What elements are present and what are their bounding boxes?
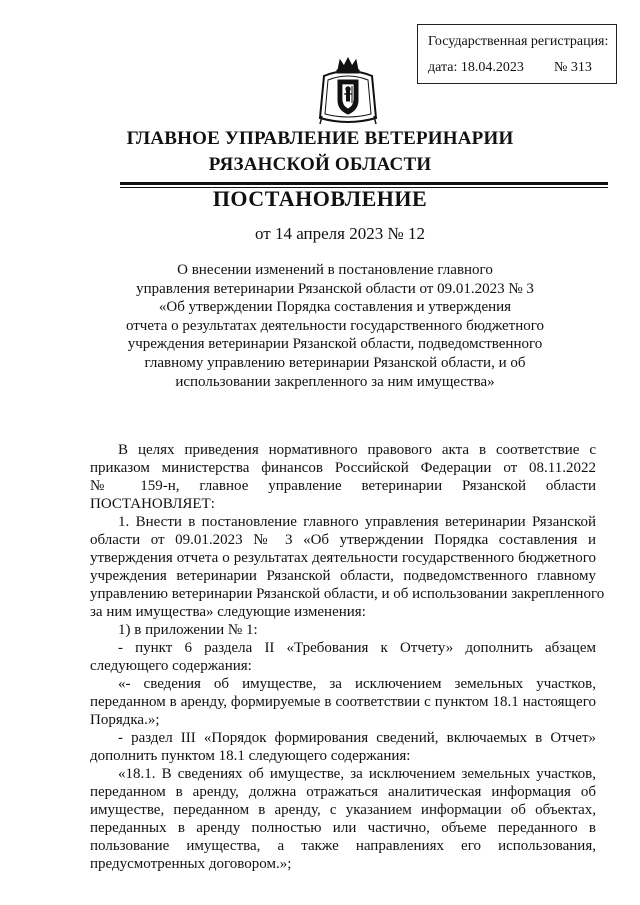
subject-line: главному управлению ветеринарии Рязанской области, и об <box>144 354 526 371</box>
body-line: следующего содержания: <box>90 658 252 674</box>
subject-line: учреждения ветеринарии Рязанской области, подведомственного <box>127 336 543 353</box>
body-line: «18.1. В сведениях об имуществе, за исключением земельных участков, <box>118 766 596 782</box>
body-line: приказом министерства финансов Российской Федерации от 08.11.2022 <box>90 460 596 476</box>
body-line: 1. Внести в постановление главного управления ветеринарии Рязанской <box>118 514 596 530</box>
body-line: ПОСТАНОВЛЯЕТ: <box>90 496 215 512</box>
subject-line: «Об утверждении Порядка составления и утверждения <box>158 299 512 316</box>
body-line: учреждения ветеринарии Рязанской области, подведомственного главному <box>90 568 596 584</box>
body-line: 1) в приложении № 1: <box>118 622 258 638</box>
body-line: за ним имущества» следующие изменения: <box>90 604 366 620</box>
registration-label: Государственная регистрация: <box>428 34 609 49</box>
coat-of-arms-icon <box>316 56 380 126</box>
body-line: переданном в аренду, формируемые в соответствии с пунктом 18.1 настоящего <box>90 694 596 710</box>
registration-stamp <box>417 24 617 84</box>
subject-line: использовании закрепленного за ним имущества» <box>175 373 495 390</box>
body-line: переданном в аренду, должна отражаться аналитическая информация об <box>90 784 596 800</box>
org-title-line1: ГЛАВНОЕ УПРАВЛЕНИЕ ВЕТЕРИНАРИИ <box>126 128 514 149</box>
registration-date: дата: 18.04.2023 <box>428 60 524 75</box>
body-line: № 159-н, главное управление ветеринарии Рязанской области <box>90 478 596 494</box>
header-divider-thick <box>120 182 608 185</box>
document-subject <box>110 261 560 391</box>
subject-line: отчета о результатах деятельности государственного бюджетного <box>125 317 545 334</box>
body-line: управлению ветеринарии Рязанской области, и об использовании закрепленного <box>90 586 605 602</box>
body-line: пользование имущества, а также направлениях его использования, <box>90 838 596 854</box>
body-line: «- сведения об имуществе, за исключением земельных участков, <box>118 676 596 692</box>
body-line: дополнить пунктом 18.1 следующего содержания: <box>90 748 411 764</box>
body-line: утверждения отчета о результатах деятельности государственного бюджетного <box>90 550 596 566</box>
body-line: - пункт 6 раздела II «Требования к Отчету» дополнить абзацем <box>118 640 596 656</box>
body-line: переданных в аренду полностью или частично, объеме переданного в <box>90 820 596 836</box>
document-type: ПОСТАНОВЛЕНИЕ <box>212 186 428 211</box>
body-line: - раздел III «Порядок формирования сведений, включаемых в Отчет» <box>118 730 596 746</box>
body-line: Порядка.»; <box>90 712 160 728</box>
subject-line: управления ветеринарии Рязанской области от 09.01.2023 № 3 <box>136 280 534 297</box>
body-line: В целях приведения нормативного правового акта в соответствие с <box>118 442 596 458</box>
body-line: имуществе, переданном в аренду, с указанием информации об объектах, <box>90 802 596 818</box>
registration-number: № 313 <box>554 60 592 75</box>
document-date: от 14 апреля 2023 № 12 <box>255 224 425 243</box>
body-line: области от 09.01.2023 № 3 «Об утверждении Порядка составления и <box>90 532 596 548</box>
subject-line: О внесении изменений в постановление главного <box>177 262 493 278</box>
org-title-line2: РЯЗАНСКОЙ ОБЛАСТИ <box>208 154 432 175</box>
body-line: предусмотренных договором.»; <box>90 856 292 872</box>
